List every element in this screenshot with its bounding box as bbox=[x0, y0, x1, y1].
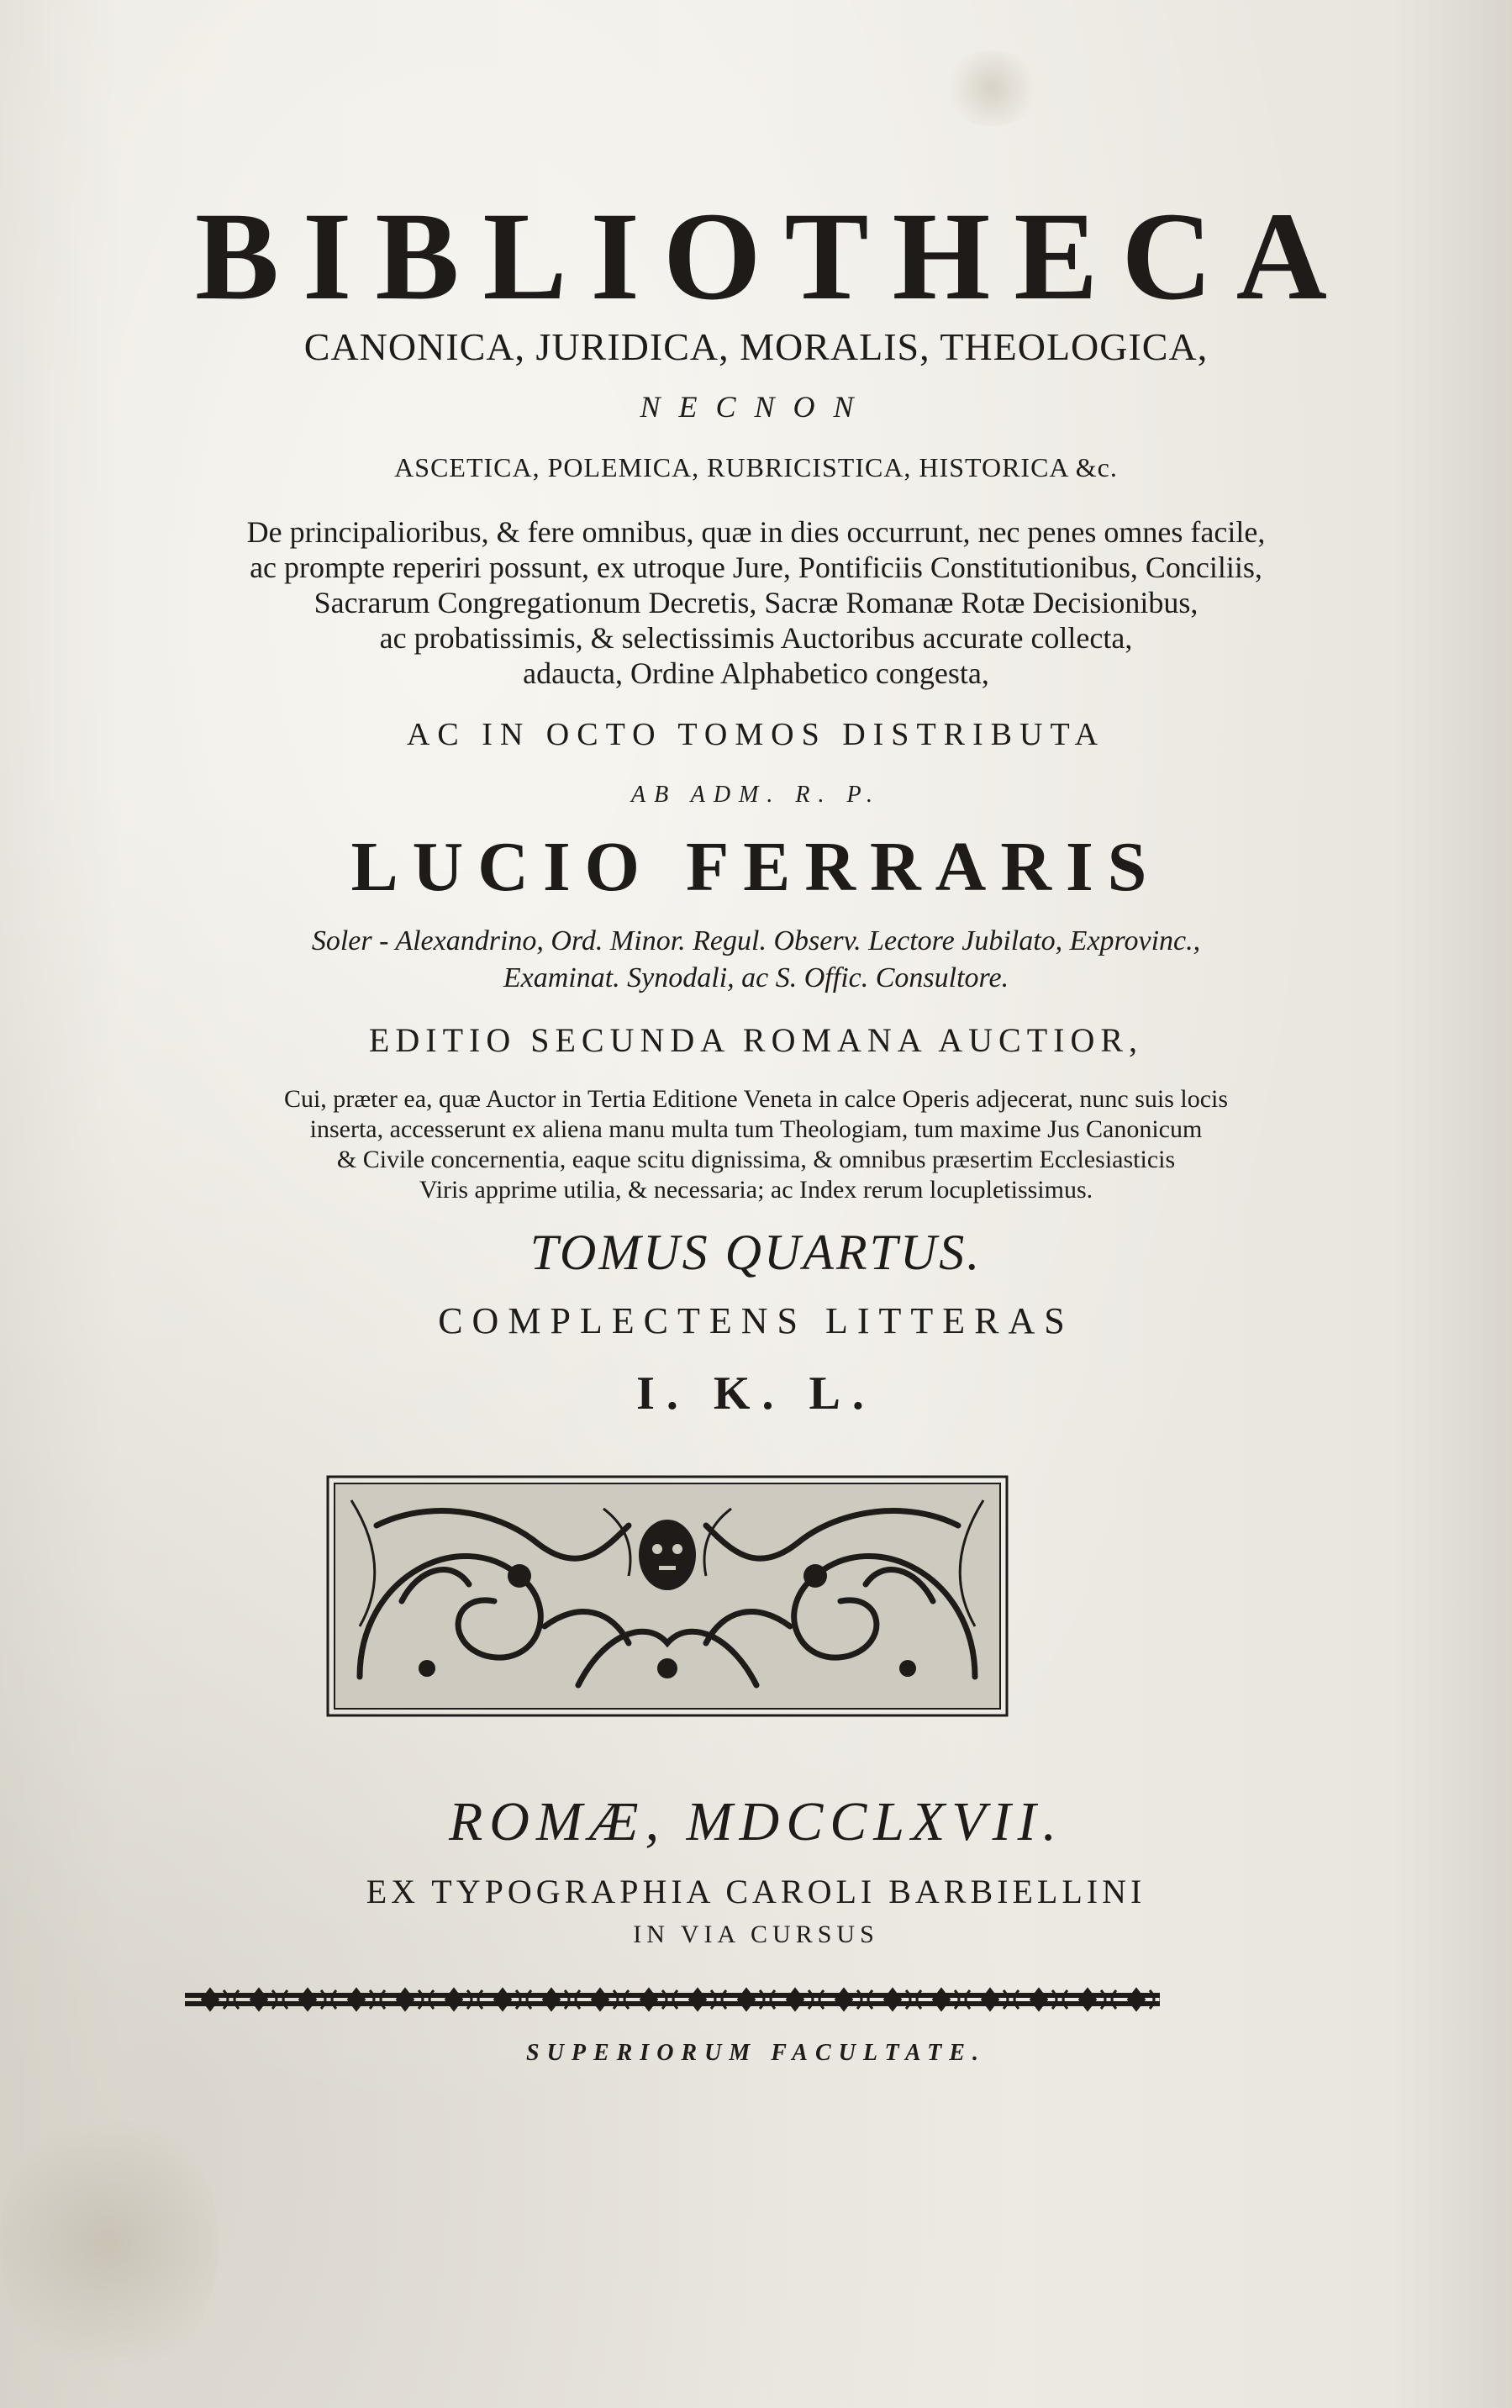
description-line: adaucta, Ordine Alphabetico congesta, bbox=[523, 656, 989, 690]
volume-distribution: AC IN OCTO TOMOS DISTRIBUTA bbox=[406, 717, 1106, 752]
edition-note-line: inserta, accesserunt ex aliena manu multa tum Theologiam, tum maxime Jus Canonicum bbox=[309, 1115, 1203, 1143]
credentials-line: Soler - Alexandrino, Ord. Minor. Regul. Observ. Lectore Jubilato, Exprovinc., bbox=[311, 925, 1201, 956]
description-paragraph bbox=[0, 514, 1512, 691]
imprint-address: IN VIA CURSUS bbox=[633, 1921, 879, 1948]
author-credentials bbox=[0, 923, 1512, 997]
edition-statement: EDITIO SECUNDA ROMANA AUCTIOR, bbox=[368, 1021, 1144, 1059]
edition-note bbox=[0, 1084, 1512, 1205]
necnon-divider: NECNON bbox=[640, 390, 872, 424]
subtitle-primary: CANONICA, JURIDICA, MORALIS, THEOLOGICA, bbox=[303, 325, 1209, 368]
letters-range: I. K. L. bbox=[636, 1367, 876, 1420]
description-line: Sacrarum Congregationum Decretis, Sacræ Romanæ Rotæ Decisionibus, bbox=[313, 586, 1199, 619]
author-name: LUCIO FERRARIS bbox=[350, 828, 1162, 906]
imprint-printer: EX TYPOGRAPHIA CAROLI BARBIELLINI bbox=[366, 1873, 1146, 1910]
author-prefix: AB ADM. R. P. bbox=[631, 782, 881, 808]
letters-label: COMPLECTENS LITTERAS bbox=[438, 1300, 1074, 1341]
description-line: ac probatissimis, & selectissimis Auctoribus accurate collecta, bbox=[379, 621, 1133, 655]
description-line: De principalioribus, & fere omnibus, quæ in dies occurrunt, nec penes omnes facile, bbox=[246, 515, 1266, 549]
edition-note-line: Cui, præter ea, quæ Auctor in Tertia Editione Veneta in calce Operis adjecerat, nunc suis locis bbox=[283, 1085, 1229, 1113]
credentials-line: Examinat. Synodali, ac S. Offic. Consultore. bbox=[503, 962, 1009, 993]
typographic-border-rule-icon bbox=[185, 1985, 1160, 2014]
imprint-city-year: ROMÆ, MDCCLXVII. bbox=[448, 1791, 1064, 1852]
edition-note-line: & Civile concernentia, eaque scitu dignissima, & omnibus præsertim Ecclesiasticis bbox=[336, 1146, 1176, 1173]
foxing-stain bbox=[0, 2101, 219, 2387]
subtitle-secondary: ASCETICA, POLEMICA, RUBRICISTICA, HISTORICA &c. bbox=[394, 452, 1118, 482]
book-title: BIBLIOTHECA bbox=[195, 187, 1351, 326]
description-line: ac prompte reperiri possunt, ex utroque Jure, Pontificiis Constitutionibus, Conciliis, bbox=[250, 551, 1262, 584]
foxing-stain bbox=[941, 50, 1042, 126]
edition-note-line: Viris apprime utilia, & necessaria; ac Index rerum locupletissimus. bbox=[419, 1176, 1093, 1204]
acanthus-scroll-ornament-icon bbox=[326, 1475, 1009, 1717]
permission-line: SUPERIORUM FACULTATE. bbox=[526, 2040, 986, 2066]
tome-number: TOMUS QUARTUS. bbox=[529, 1225, 983, 1280]
